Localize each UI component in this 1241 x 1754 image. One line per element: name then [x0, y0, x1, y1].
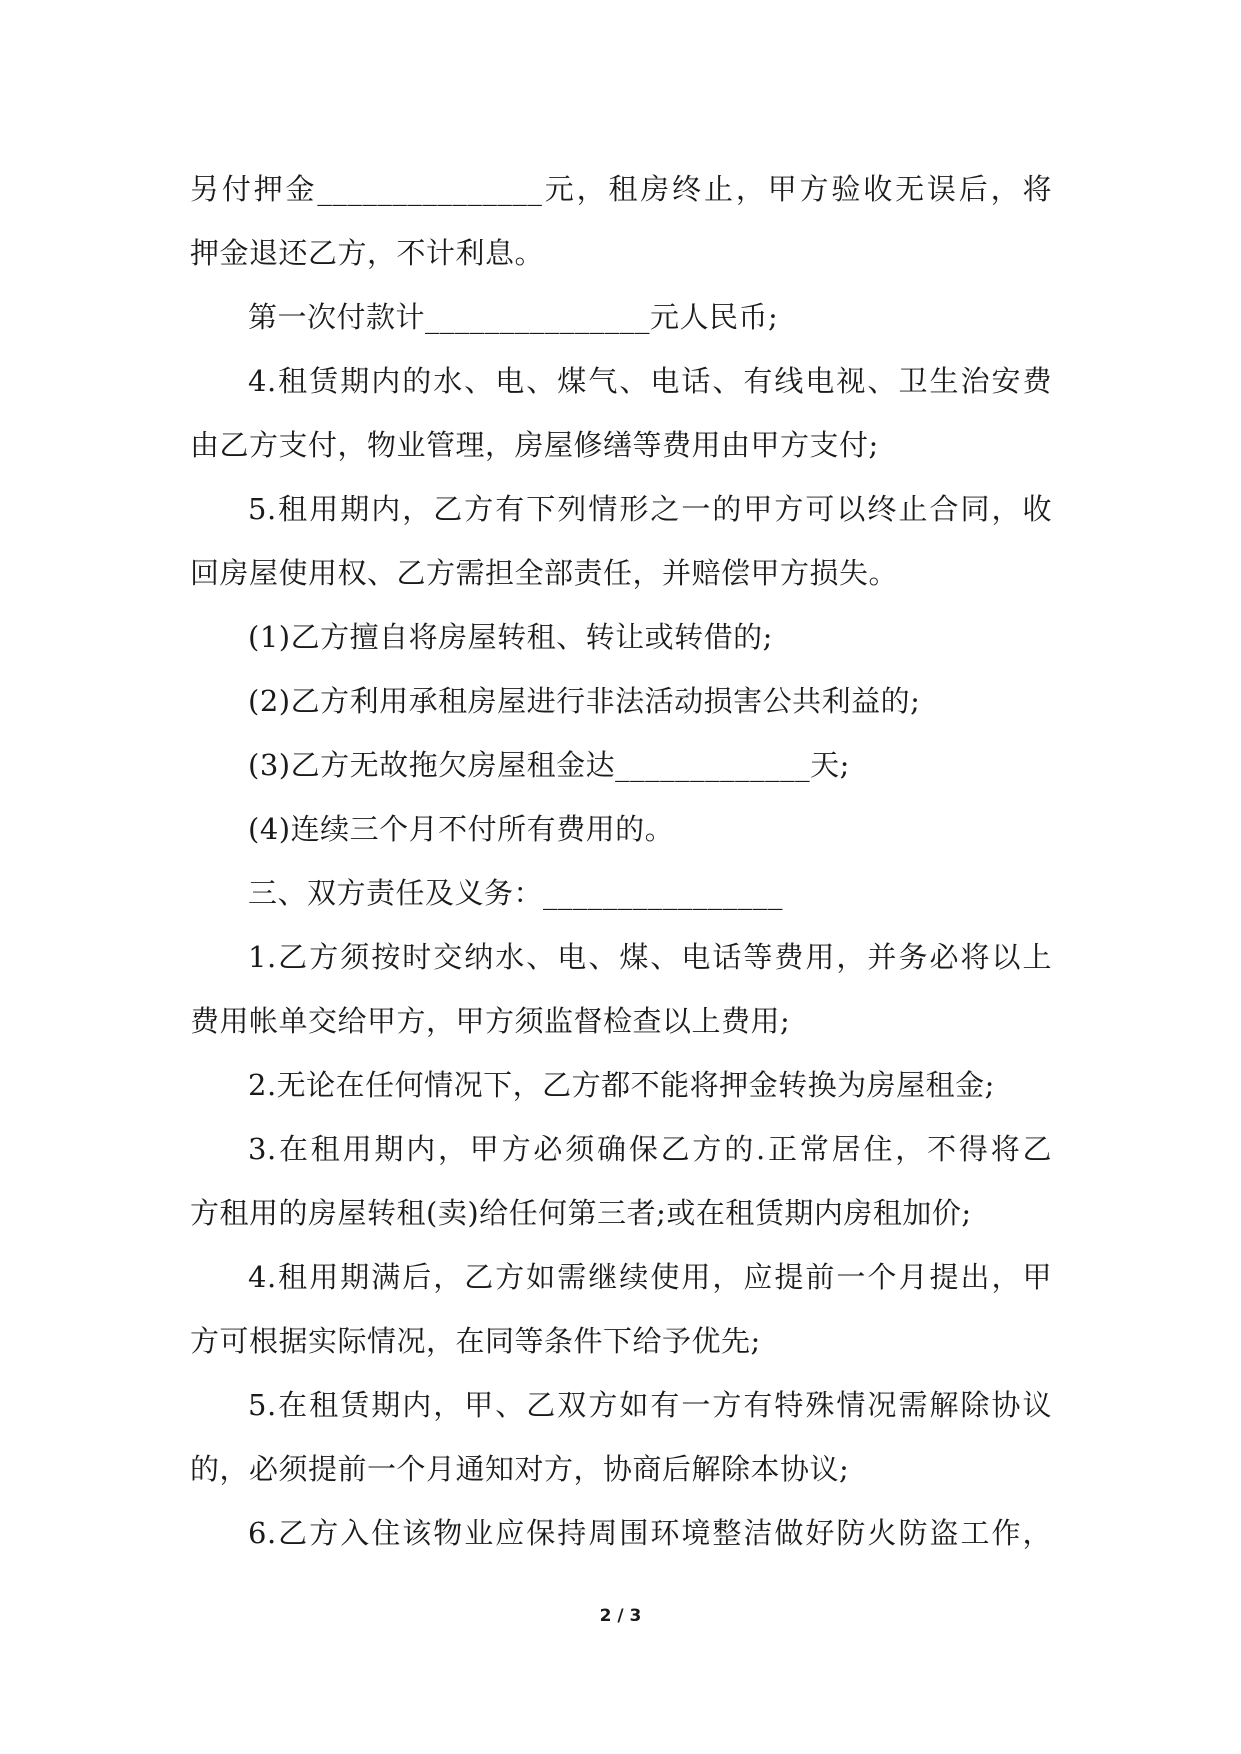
paragraph-line: 5.在租赁期内，甲、乙双方如有一方有特殊情况需解除协议 — [248, 1388, 1052, 1422]
paragraph-line: 1.乙方须按时交纳水、电、煤、电话等费用，并务必将以上 — [248, 940, 1052, 974]
paragraph-line: (2)乙方利用承租房屋进行非法活动损害公共利益的; — [248, 684, 921, 718]
paragraph-line: 的，必须提前一个月通知对方，协商后解除本协议; — [190, 1452, 850, 1486]
paragraph-line: 4.租用期满后，乙方如需继续使用，应提前一个月提出，甲 — [248, 1260, 1052, 1294]
paragraph-line: (3)乙方无故拖欠房屋租金达_____________天; — [248, 748, 850, 782]
paragraph-line: 另付押金_______________元，租房终止，甲方验收无误后，将 — [190, 172, 1052, 206]
document-body — [190, 157, 1052, 1565]
paragraph-line: 方可根据实际情况，在同等条件下给予优先; — [190, 1324, 761, 1358]
section-heading: 三、双方责任及义务：________________ — [248, 876, 784, 910]
paragraph-line: 6.乙方入住该物业应保持周围环境整洁做好防火防盗工作， — [248, 1516, 1052, 1550]
paragraph-line: 4.租赁期内的水、电、煤气、电话、有线电视、卫生治安费 — [248, 364, 1052, 398]
page-number: 2 / 3 — [599, 1606, 642, 1626]
paragraph-line: (4)连续三个月不付所有费用的。 — [248, 812, 675, 846]
paragraph-line: 方租用的房屋转租(卖)给任何第三者;或在租赁期内房租加价; — [190, 1196, 972, 1230]
paragraph-line: 押金退还乙方，不计利息。 — [190, 236, 545, 270]
paragraph-line: 回房屋使用权、乙方需担全部责任，并赔偿甲方损失。 — [190, 556, 899, 590]
paragraph-line: 由乙方支付，物业管理，房屋修缮等费用由甲方支付; — [190, 428, 879, 462]
paragraph-line: (1)乙方擅自将房屋转租、转让或转借的; — [248, 620, 773, 654]
paragraph-line: 2.无论在任何情况下，乙方都不能将押金转换为房屋租金; — [248, 1068, 995, 1102]
paragraph-line: 3.在租用期内，甲方必须确保乙方的.正常居住，不得将乙 — [248, 1132, 1052, 1166]
paragraph-line: 5.租用期内，乙方有下列情形之一的甲方可以终止合同，收 — [248, 492, 1052, 526]
paragraph-line: 第一次付款计_______________元人民币; — [248, 300, 779, 334]
paragraph-line: 费用帐单交给甲方，甲方须监督检查以上费用; — [190, 1004, 791, 1038]
